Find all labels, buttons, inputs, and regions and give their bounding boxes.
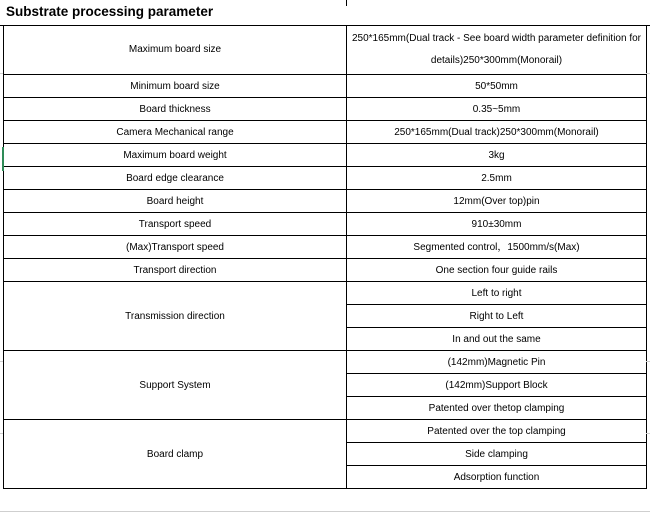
table-row — [4, 213, 647, 236]
group-label-cell[interactable]: Transmission direction — [4, 282, 347, 351]
row-gridline — [0, 361, 3, 362]
param-label-cell[interactable]: Board edge clearance — [4, 167, 347, 190]
table-row — [4, 167, 647, 190]
param-label-cell[interactable]: Transport speed — [4, 213, 347, 236]
group-label-cell[interactable]: Board clamp — [4, 420, 347, 489]
row-gridline — [646, 361, 650, 362]
sheet-bottom-gridline — [0, 511, 650, 512]
param-value-cell[interactable]: 3kg — [347, 144, 647, 167]
table-row — [4, 121, 647, 144]
group-value-cell[interactable]: Patented over thetop clamping — [347, 397, 647, 420]
param-label-cell[interactable]: Minimum board size — [4, 75, 347, 98]
table-row — [4, 351, 647, 374]
table-row — [4, 282, 647, 305]
row-gridline — [646, 433, 650, 434]
table-row — [4, 98, 647, 121]
param-value-cell[interactable]: 50*50mm — [347, 75, 647, 98]
group-value-cell[interactable]: Left to right — [347, 282, 647, 305]
param-label-cell[interactable]: Board thickness — [4, 98, 347, 121]
table-row — [4, 26, 647, 75]
group-value-cell[interactable]: (142mm)Magnetic Pin — [347, 351, 647, 374]
row-gridline — [0, 73, 3, 74]
param-label-cell[interactable]: Maximum board weight — [4, 144, 347, 167]
row-gridline — [0, 433, 3, 434]
group-value-cell[interactable]: Right to Left — [347, 305, 647, 328]
param-value-cell[interactable]: 2.5mm — [347, 167, 647, 190]
group-value-cell[interactable]: Side clamping — [347, 443, 647, 466]
param-value-cell[interactable]: 250*165mm(Dual track)250*300mm(Monorail) — [347, 121, 647, 144]
table-row — [4, 420, 647, 443]
table-row — [4, 144, 647, 167]
param-value-cell[interactable]: 910±30mm — [347, 213, 647, 236]
sheet-title: Substrate processing parameter — [6, 4, 214, 19]
table-row — [4, 236, 647, 259]
param-value-cell[interactable]: Segmented control，1500mm/s(Max) — [347, 236, 647, 259]
group-label-cell[interactable]: Support System — [4, 351, 347, 420]
group-value-cell[interactable]: In and out the same — [347, 328, 647, 351]
group-value-cell[interactable]: Patented over the top clamping — [347, 420, 647, 443]
param-value-cell[interactable]: 0.35~5mm — [347, 98, 647, 121]
table-row — [4, 75, 647, 98]
table-row — [4, 259, 647, 282]
parameter-table — [3, 25, 647, 489]
param-label-cell[interactable]: Transport direction — [4, 259, 347, 282]
group-value-cell[interactable]: (142mm)Support Block — [347, 374, 647, 397]
selected-cell-marker — [2, 147, 4, 171]
param-label-cell[interactable]: Maximum board size — [4, 26, 347, 75]
row-gridline — [646, 73, 650, 74]
column-divider-tick — [346, 0, 347, 6]
param-label-cell[interactable]: (Max)Transport speed — [4, 236, 347, 259]
title-row — [0, 0, 650, 26]
param-value-cell[interactable]: 12mm(Over top)pin — [347, 190, 647, 213]
table-row — [4, 190, 647, 213]
group-value-cell[interactable]: Adsorption function — [347, 466, 647, 489]
param-label-cell[interactable]: Board height — [4, 190, 347, 213]
param-value-cell[interactable]: 250*165mm(Dual track - See board width parameter definition for details)250*300mm(Monorail) — [347, 26, 647, 75]
param-value-cell[interactable]: One section four guide rails — [347, 259, 647, 282]
param-label-cell[interactable]: Camera Mechanical range — [4, 121, 347, 144]
